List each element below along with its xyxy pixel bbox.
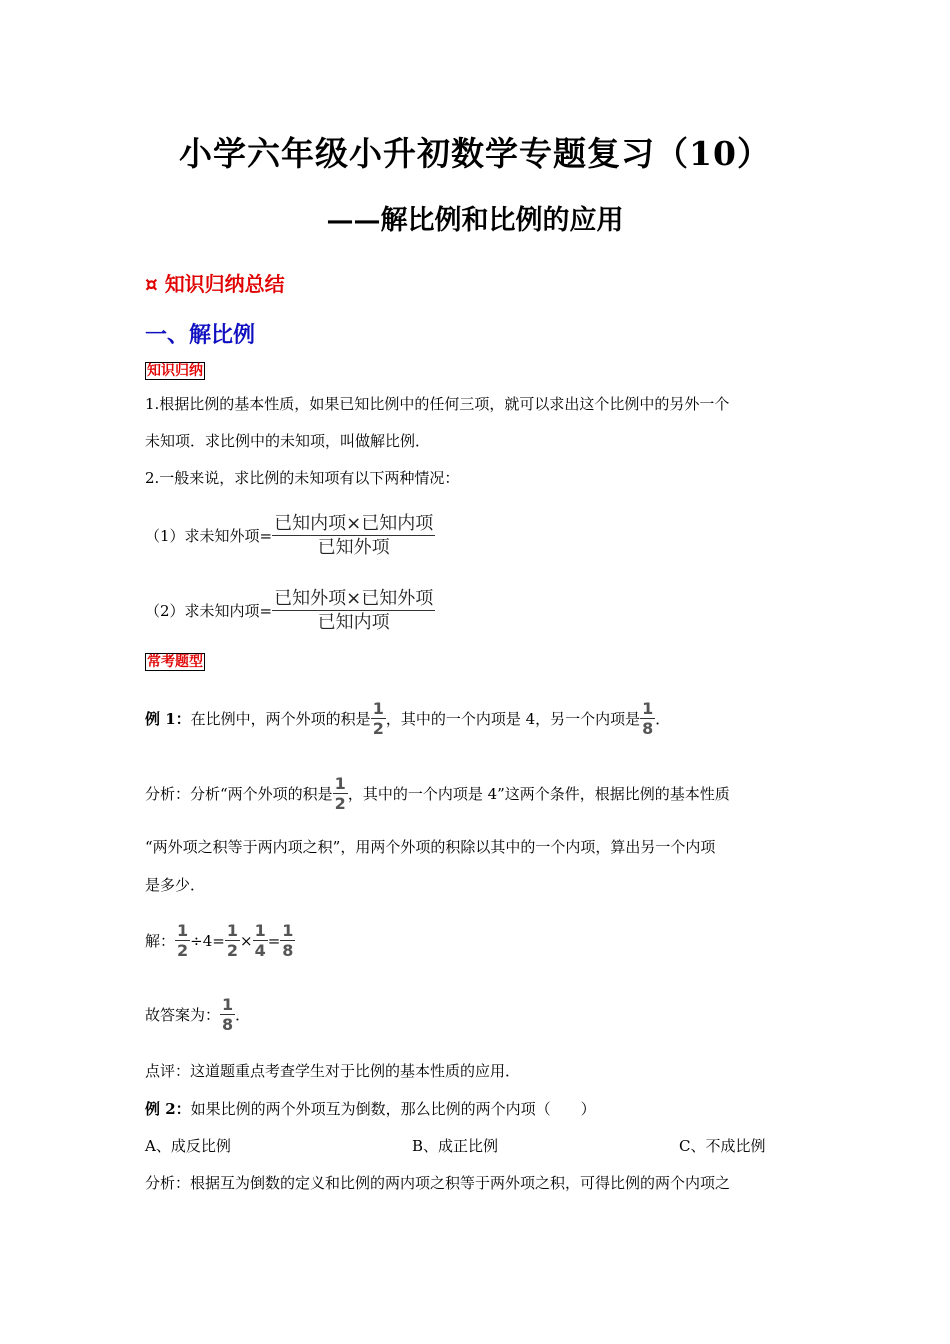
formula-2-label: （2）求未知内项= <box>145 601 273 620</box>
example-1-analysis-line-3: 是多少． <box>145 876 206 894</box>
example-1-question <box>145 699 670 738</box>
tag-knowledge-summary <box>145 360 205 380</box>
example-2-option-a: A、成反比例 <box>145 1137 231 1155</box>
example-1-fraction-b <box>640 699 655 738</box>
example-1-solution <box>145 921 295 960</box>
example-2-option-b: B、成正比例 <box>412 1137 499 1155</box>
example-1-answer <box>145 995 250 1034</box>
answer-end: ． <box>235 1005 251 1024</box>
formula-2-numerator: 已知外项×已知外项 <box>274 588 434 609</box>
document-subtitle: ——解比例和比例的应用 <box>326 205 624 236</box>
solution-operator-1: ÷4= <box>190 931 225 950</box>
knowledge-paragraph-1-line-2: 未知项．求比例中的未知项，叫做解比例． <box>145 432 431 450</box>
solution-fraction-4 <box>280 921 295 960</box>
example-1-text-c: ． <box>655 709 671 728</box>
fraction-numerator: 1 <box>282 921 294 940</box>
knowledge-paragraph-2: 2.一般来说，求比例的未知项有以下两种情况： <box>145 469 460 487</box>
answer-label: 故答案为： <box>145 1005 221 1024</box>
fraction-numerator: 1 <box>334 774 346 793</box>
formula-1-denominator: 已知外项 <box>317 537 390 558</box>
document-title: 小学六年级小升初数学专题复习（10） <box>179 134 771 173</box>
answer-fraction <box>220 995 235 1034</box>
formula-unknown-outer <box>145 512 435 559</box>
formula-unknown-inner <box>145 587 435 634</box>
fraction-denominator: 2 <box>372 719 384 738</box>
fraction-denominator: 4 <box>254 941 266 960</box>
example-1-fraction-a <box>371 699 386 738</box>
fraction-numerator: 1 <box>642 699 654 718</box>
formula-2-denominator: 已知内项 <box>317 612 390 633</box>
solution-fraction-1 <box>175 921 190 960</box>
example-1-comment: 点评：这道题重点考查学生对于比例的基本性质的应用． <box>145 1062 521 1080</box>
analysis-text-b: ，其中的一个内项是 4”这两个条件，根据比例的基本性质 <box>347 784 730 803</box>
fraction-numerator: 1 <box>372 699 384 718</box>
example-1-text-a: 在比例中，两个外项的积是 <box>190 709 371 728</box>
analysis-text-a: 分析：分析“两个外项的积是 <box>145 784 333 803</box>
formula-1-fraction <box>272 512 435 559</box>
example-2-option-c: C、不成比例 <box>679 1137 766 1155</box>
analysis-fraction <box>333 774 348 813</box>
fraction-numerator: 1 <box>226 921 238 940</box>
solution-label: 解： <box>145 931 176 950</box>
example-1-text-b: ，其中的一个内项是 4，另一个内项是 <box>385 709 641 728</box>
formula-1-numerator: 已知内项×已知内项 <box>274 513 434 534</box>
solution-fraction-2 <box>225 921 240 960</box>
fraction-denominator: 8 <box>222 1015 234 1034</box>
section-heading: ¤ 知识归纳总结 <box>145 272 285 296</box>
fraction-denominator: 2 <box>177 941 189 960</box>
fraction-denominator: 8 <box>282 941 294 960</box>
solution-fraction-3 <box>253 921 268 960</box>
heading-solve-proportion: 一、解比例 <box>145 323 256 348</box>
tag-knowledge-label: 知识归纳 <box>147 363 203 379</box>
solution-operator-3: = <box>267 931 281 950</box>
example-2-text: 如果比例的两个外项互为倒数，那么比例的两个内项（ ） <box>190 1100 596 1118</box>
example-2-question <box>145 1099 596 1119</box>
fraction-numerator: 1 <box>177 921 189 940</box>
tag-common-questions <box>145 651 205 671</box>
example-1-analysis-line-1 <box>145 774 730 813</box>
fraction-denominator: 8 <box>642 719 654 738</box>
example-2-label: 例 2： <box>145 1100 191 1118</box>
example-2-analysis: 分析：根据互为倒数的定义和比例的两内项之积等于两外项之积，可得比例的两个内项之 <box>145 1174 731 1192</box>
fraction-numerator: 1 <box>254 921 266 940</box>
knowledge-paragraph-1-line-1: 1.根据比例的基本性质，如果已知比例中的任何三项，就可以求出这个比例中的另外一个 <box>145 395 730 413</box>
formula-2-fraction <box>272 587 435 634</box>
formula-1-label: （1）求未知外项= <box>145 526 273 545</box>
solution-operator-2: × <box>239 931 253 950</box>
example-1-label: 例 1： <box>145 709 191 728</box>
tag-common-label: 常考题型 <box>147 654 203 670</box>
fraction-numerator: 1 <box>222 995 234 1014</box>
fraction-denominator: 2 <box>334 794 346 813</box>
fraction-denominator: 2 <box>226 941 238 960</box>
example-1-analysis-line-2: “两外项之积等于两内项之积”，用两个外项的积除以其中的一个内项，算出另一个内项 <box>145 838 716 856</box>
